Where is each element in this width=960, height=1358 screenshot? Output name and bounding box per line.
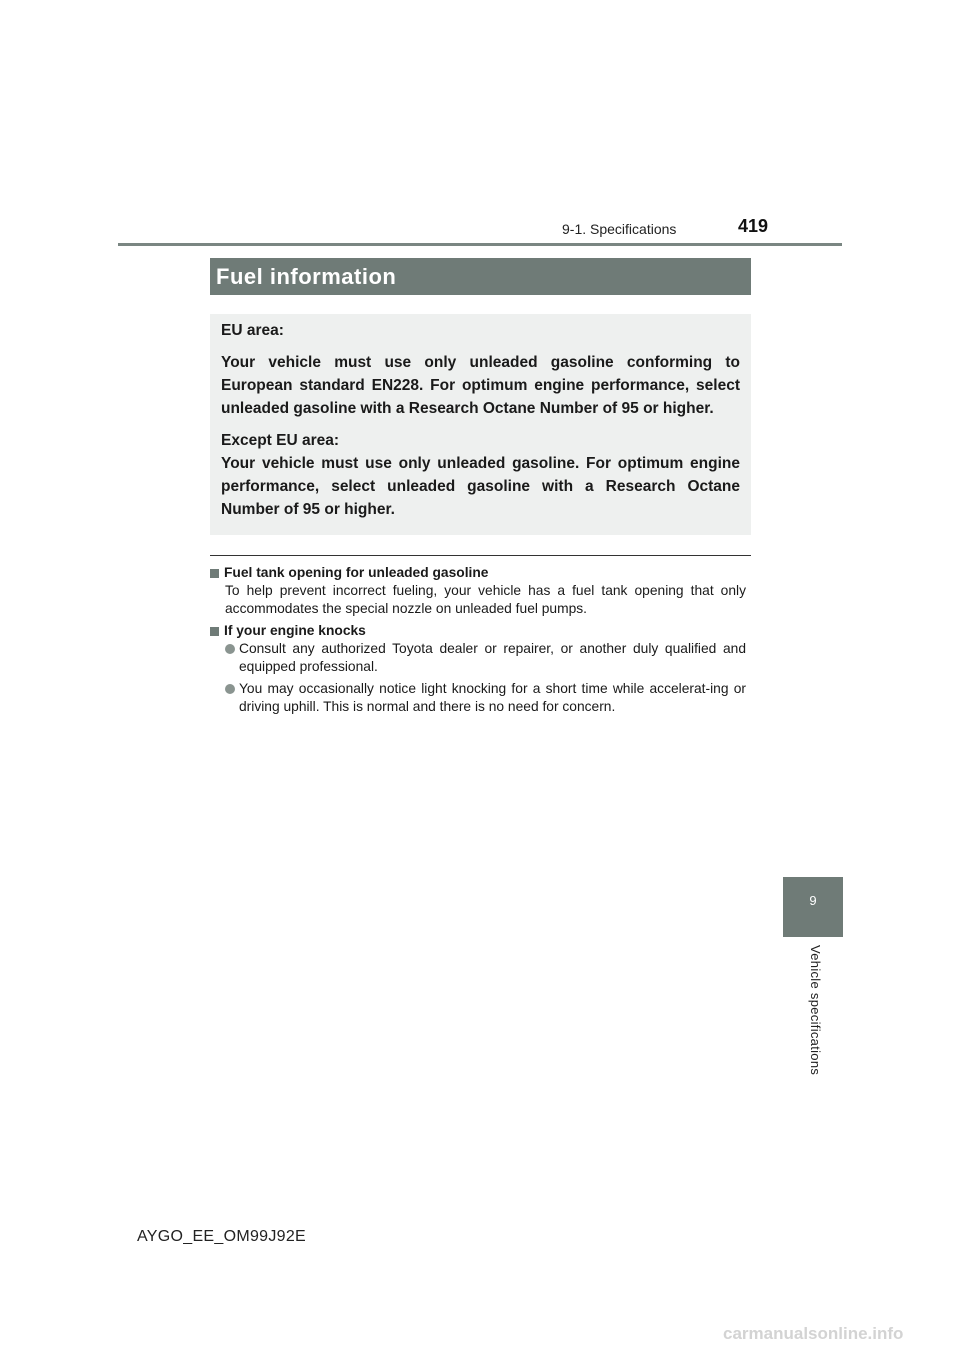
note-heading-text: Fuel tank opening for unleaded gasoline [224, 565, 489, 580]
list-item-text: You may occasionally notice light knocking for a short time while accelerat-ing or driving uphill. This is normal and there is no need for concern. [239, 681, 746, 714]
circle-bullet-icon [225, 684, 235, 694]
eu-area-text: Your vehicle must use only unleaded gasoline conforming to European standard EN228. For optimum engine performance, select unleaded gasoline with a Research Octane Number of 95 or higher. [221, 354, 740, 417]
note-heading-fuel-tank [210, 564, 751, 582]
note-heading-text: If your engine knocks [224, 623, 366, 638]
square-bullet-icon [210, 627, 219, 636]
section-title: 9-1. Specifications [562, 221, 677, 237]
chapter-tab-label: Vehicle specifications [808, 945, 823, 1076]
page-number: 419 [738, 216, 769, 236]
note-heading-engine-knocks [210, 622, 751, 640]
header-divider [118, 243, 842, 246]
notes-section [210, 563, 751, 720]
watermark: carmanualsonline.info [723, 1324, 904, 1343]
list-item [210, 680, 751, 716]
page-title: Fuel information [210, 258, 751, 295]
circle-bullet-icon [225, 644, 235, 654]
eu-area-label: EU area: [221, 322, 284, 339]
notes-divider [210, 555, 751, 556]
except-eu-area-label: Except EU area: [221, 432, 340, 449]
list-item-text: Consult any authorized Toyota dealer or repairer, or another duly qualified and equipped professional. [239, 641, 746, 674]
square-bullet-icon [210, 569, 219, 578]
note-body-fuel-tank: To help prevent incorrect fueling, your vehicle has a fuel tank opening that only accommodates the special nozzle on unleaded fuel pumps. [225, 583, 746, 616]
document-code: AYGO_EE_OM99J92E [137, 1228, 307, 1245]
except-eu-area-text: Your vehicle must use only unleaded gasoline. For optimum engine performance, select unleaded gasoline with a Research Octane Number of 95 or higher. [221, 455, 740, 518]
fuel-requirements-box [210, 314, 751, 535]
chapter-tab: 9 [783, 877, 843, 937]
list-item [210, 640, 751, 676]
